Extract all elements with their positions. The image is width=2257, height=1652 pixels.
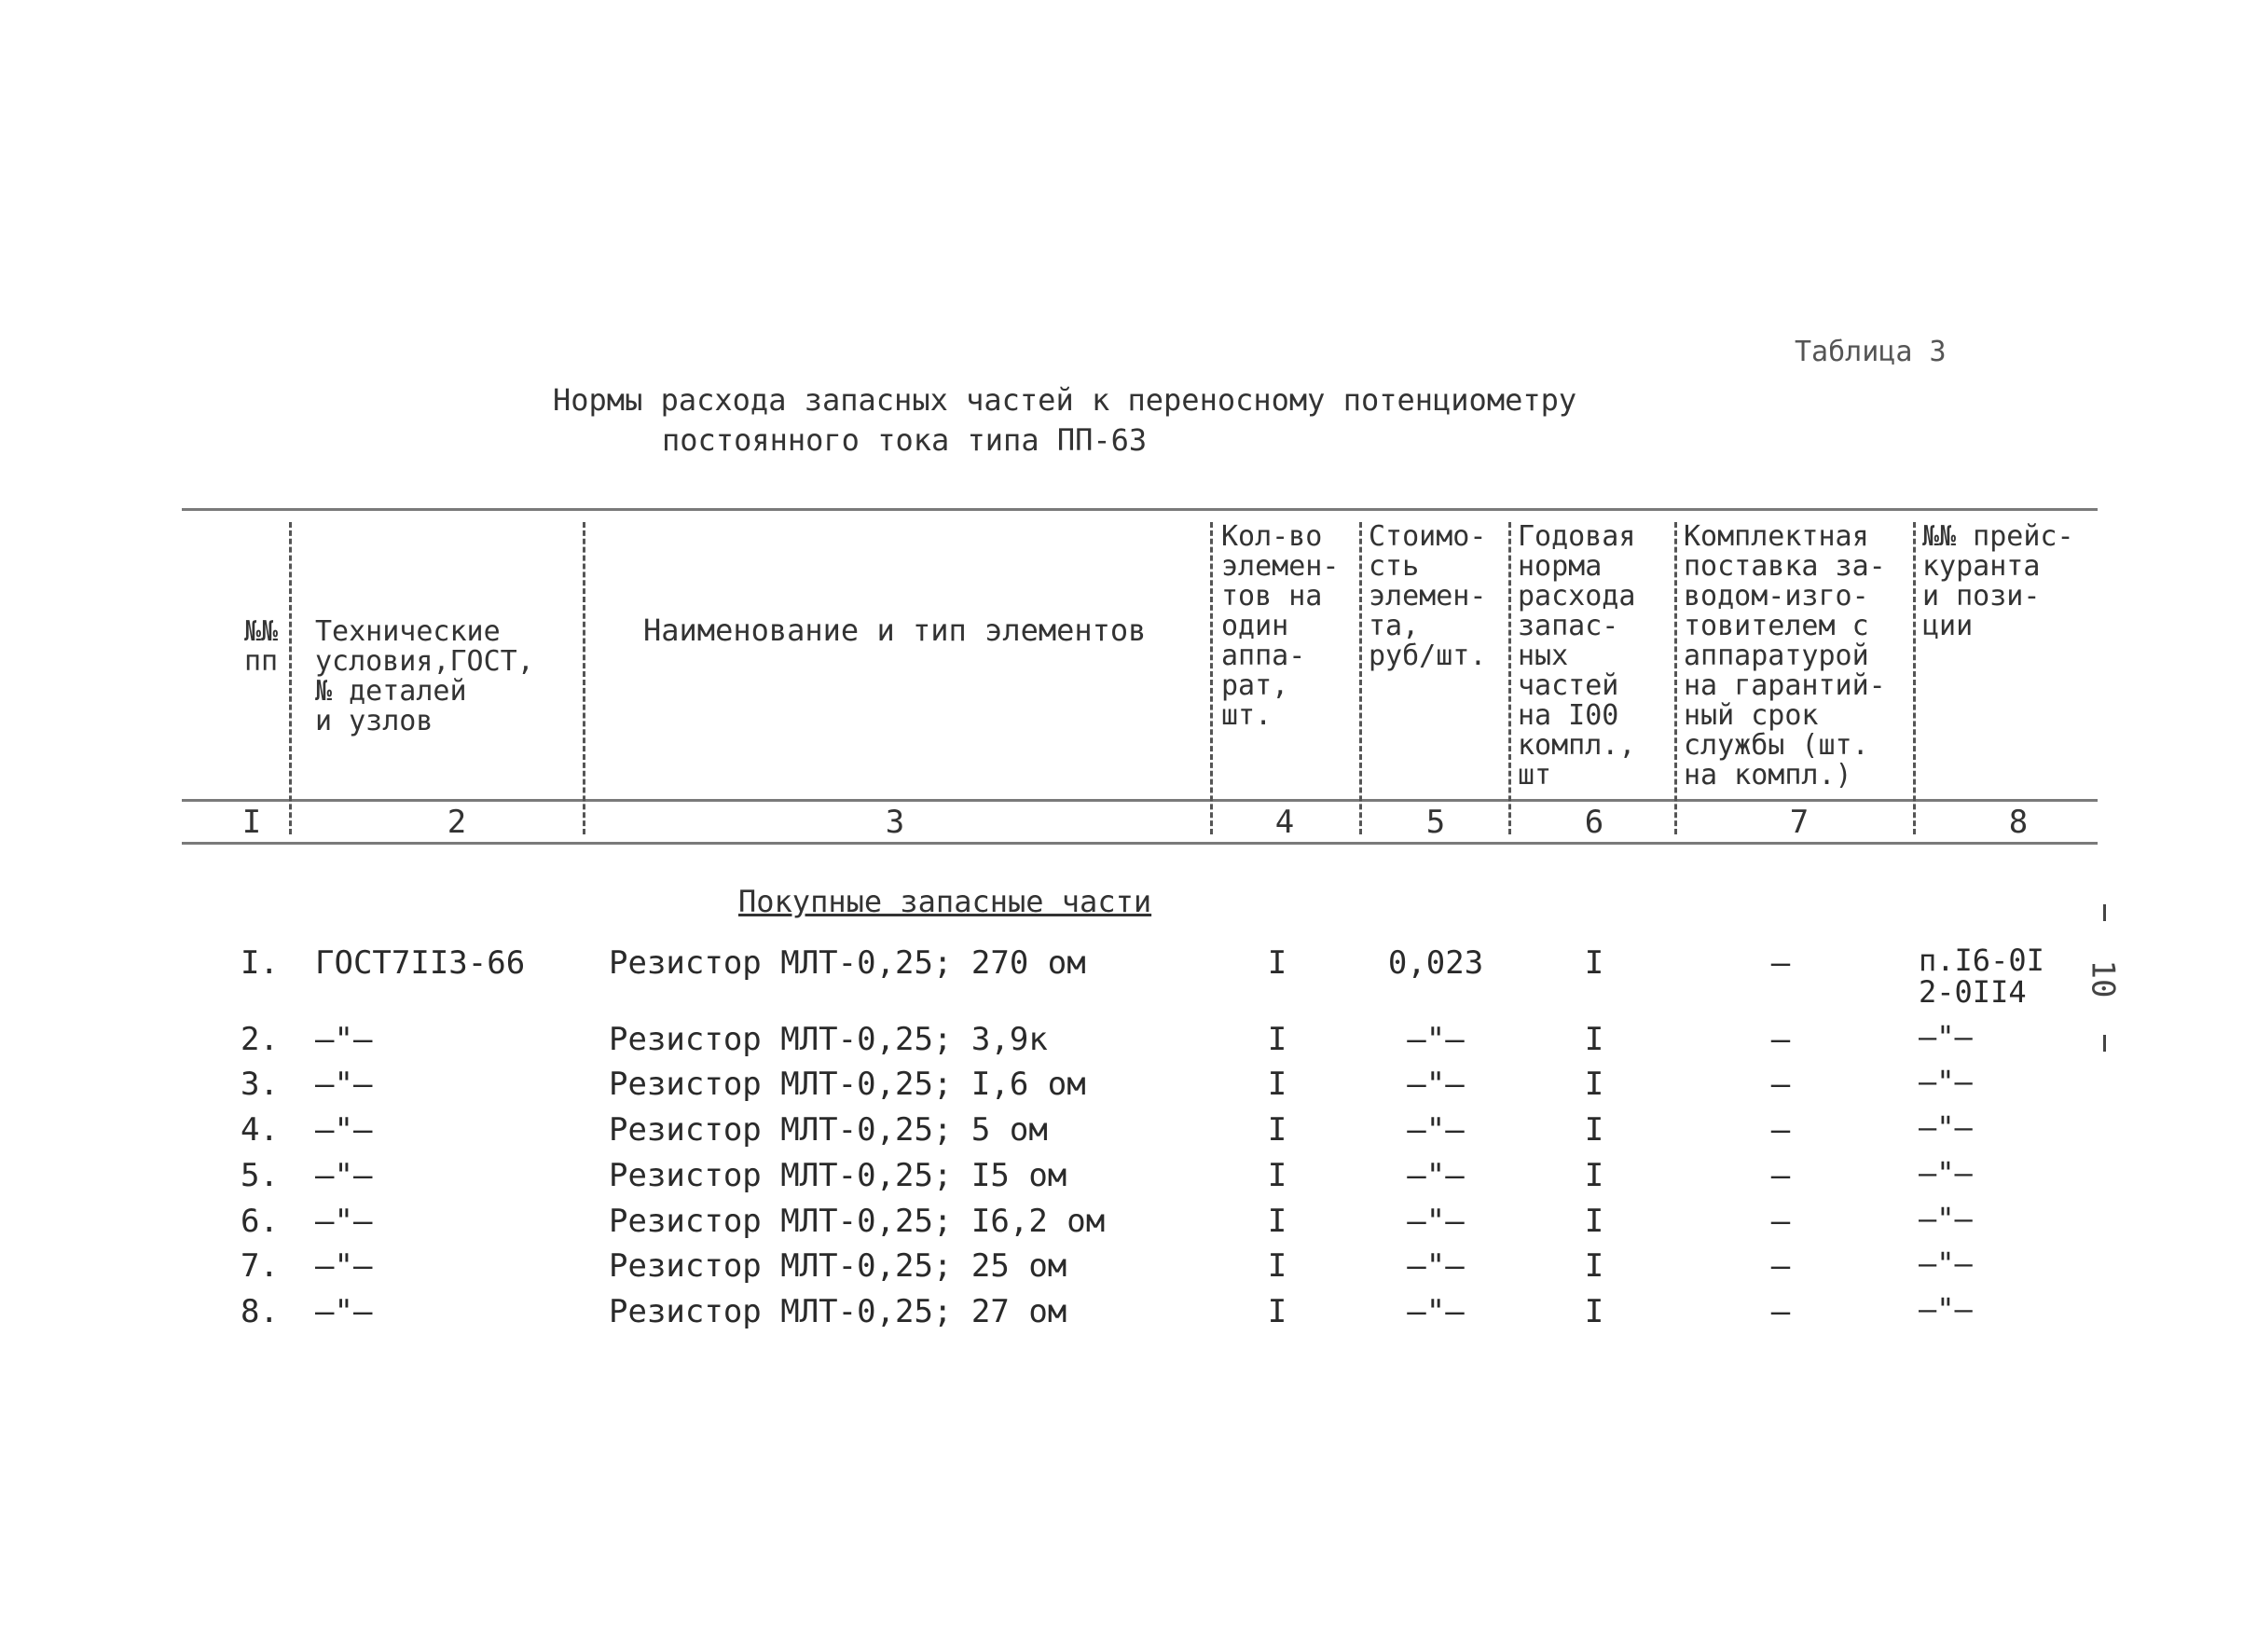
row-gost: –"– — [315, 1021, 373, 1058]
column-divider — [1508, 522, 1511, 834]
column-divider — [1210, 522, 1213, 834]
row-cost: –"– — [1407, 1203, 1465, 1240]
row-annual-norm: I — [1584, 1021, 1604, 1058]
section-title: Покупные запасные части — [738, 884, 1152, 919]
row-number: 2. — [241, 1021, 279, 1058]
column-number-5: 5 — [1425, 804, 1446, 841]
column-number-4: 4 — [1274, 804, 1295, 841]
page-number-tick — [2103, 1035, 2106, 1052]
row-annual-norm: I — [1584, 1203, 1604, 1240]
row-factory-supply: – — [1770, 1157, 1791, 1194]
row-quantity: I — [1267, 1066, 1287, 1103]
row-gost: –"– — [315, 1203, 373, 1240]
row-quantity: I — [1267, 1021, 1287, 1058]
header-col-8: №№ прейс- куранта и пози- ции — [1922, 520, 2074, 642]
row-element-name: Резистор МЛТ-0,25; I,6 ом — [609, 1066, 1086, 1103]
row-price-list: –"– — [1919, 1064, 1973, 1099]
column-number-6: 6 — [1584, 804, 1604, 841]
row-quantity: I — [1267, 1111, 1287, 1149]
page-number-tick — [2103, 904, 2106, 921]
row-price-list: –"– — [1919, 1155, 1973, 1191]
row-annual-norm: I — [1584, 1247, 1604, 1285]
row-annual-norm: I — [1584, 944, 1604, 982]
row-cost: 0,023 — [1387, 944, 1484, 982]
row-factory-supply: – — [1770, 1247, 1791, 1285]
row-cost: –"– — [1407, 1066, 1465, 1103]
table-title-line-1: Нормы расхода запасных частей к переносному потенциометру — [553, 382, 1577, 418]
row-quantity: I — [1267, 1247, 1287, 1285]
header-bottom-rule — [182, 799, 2098, 802]
row-factory-supply: – — [1770, 1293, 1791, 1330]
row-annual-norm: I — [1584, 1066, 1604, 1103]
row-cost: –"– — [1407, 1111, 1465, 1149]
header-col-7: Комплектная поставка за- водом-изго- товителем с аппаратурой на гарантий- ный срок службы (шт. на компл.) — [1684, 520, 1886, 792]
header-col-5: Стоимо- сть элемен- та, руб/шт. — [1369, 520, 1487, 672]
header-top-rule — [182, 508, 2098, 511]
row-price-list: –"– — [1919, 1201, 1973, 1236]
header-col-4: Кол-во элемен- тов на один аппа- рат, шт. — [1221, 520, 1340, 732]
row-annual-norm: I — [1584, 1157, 1604, 1194]
row-number: I. — [241, 944, 279, 982]
row-number: 8. — [241, 1293, 279, 1330]
row-element-name: Резистор МЛТ-0,25; 27 ом — [609, 1293, 1067, 1330]
row-gost: ГОСТ7II3-66 — [315, 944, 526, 982]
header-col-2: Технические условия,ГОСТ, № деталей и узлов — [315, 615, 534, 737]
row-number: 6. — [241, 1203, 279, 1240]
row-price-list-cont: 2-0II4 — [1919, 974, 2027, 1010]
row-price-list: –"– — [1919, 1109, 1973, 1145]
column-divider — [583, 522, 585, 834]
row-gost: –"– — [315, 1111, 373, 1149]
column-divider — [289, 522, 292, 834]
row-gost: –"– — [315, 1157, 373, 1194]
column-divider — [1913, 522, 1916, 834]
header-col-1: №№ пп — [244, 615, 279, 678]
row-factory-supply: – — [1770, 1203, 1791, 1240]
row-number: 7. — [241, 1247, 279, 1285]
column-divider — [1359, 522, 1362, 834]
row-element-name: Резистор МЛТ-0,25; I6,2 ом — [609, 1203, 1106, 1240]
row-gost: –"– — [315, 1293, 373, 1330]
row-element-name: Резистор МЛТ-0,25; 5 ом — [609, 1111, 1048, 1149]
column-number-8: 8 — [2008, 804, 2029, 841]
row-price-list: –"– — [1919, 1019, 1973, 1054]
row-factory-supply: – — [1770, 1021, 1791, 1058]
row-price-list: –"– — [1919, 1291, 1973, 1327]
row-price-list: –"– — [1919, 1246, 1973, 1281]
column-divider — [1674, 522, 1677, 834]
row-number: 4. — [241, 1111, 279, 1149]
row-number: 5. — [241, 1157, 279, 1194]
column-numbers-rule — [182, 842, 2098, 845]
table-title-line-2: постоянного тока типа ПП-63 — [662, 422, 1148, 458]
row-factory-supply: – — [1770, 1066, 1791, 1103]
row-annual-norm: I — [1584, 1293, 1604, 1330]
row-cost: –"– — [1407, 1293, 1465, 1330]
row-gost: –"– — [315, 1247, 373, 1285]
row-cost: –"– — [1407, 1021, 1465, 1058]
row-quantity: I — [1267, 944, 1287, 982]
row-cost: –"– — [1407, 1157, 1465, 1194]
column-number-7: 7 — [1789, 804, 1810, 841]
row-element-name: Резистор МЛТ-0,25; 25 ом — [609, 1247, 1067, 1285]
row-factory-supply: – — [1770, 1111, 1791, 1149]
column-number-3: 3 — [885, 804, 905, 841]
row-element-name: Резистор МЛТ-0,25; 3,9к — [609, 1021, 1048, 1058]
page-number: 10 — [2084, 959, 2122, 998]
header-col-3: Наименование и тип элементов — [643, 613, 1147, 648]
column-number-1: I — [241, 804, 262, 841]
header-col-6: Годовая норма расхода запас- ных частей на I00 компл., шт — [1518, 520, 1636, 792]
row-quantity: I — [1267, 1203, 1287, 1240]
row-gost: –"– — [315, 1066, 373, 1103]
row-number: 3. — [241, 1066, 279, 1103]
row-factory-supply: – — [1770, 944, 1791, 982]
row-element-name: Резистор МЛТ-0,25; 270 ом — [609, 944, 1086, 982]
row-annual-norm: I — [1584, 1111, 1604, 1149]
row-price-list: п.I6-0I — [1919, 943, 2044, 978]
row-element-name: Резистор МЛТ-0,25; I5 ом — [609, 1157, 1067, 1194]
row-quantity: I — [1267, 1293, 1287, 1330]
row-cost: –"– — [1407, 1247, 1465, 1285]
row-quantity: I — [1267, 1157, 1287, 1194]
column-number-2: 2 — [447, 804, 467, 841]
table-label: Таблица 3 — [1795, 336, 1947, 368]
